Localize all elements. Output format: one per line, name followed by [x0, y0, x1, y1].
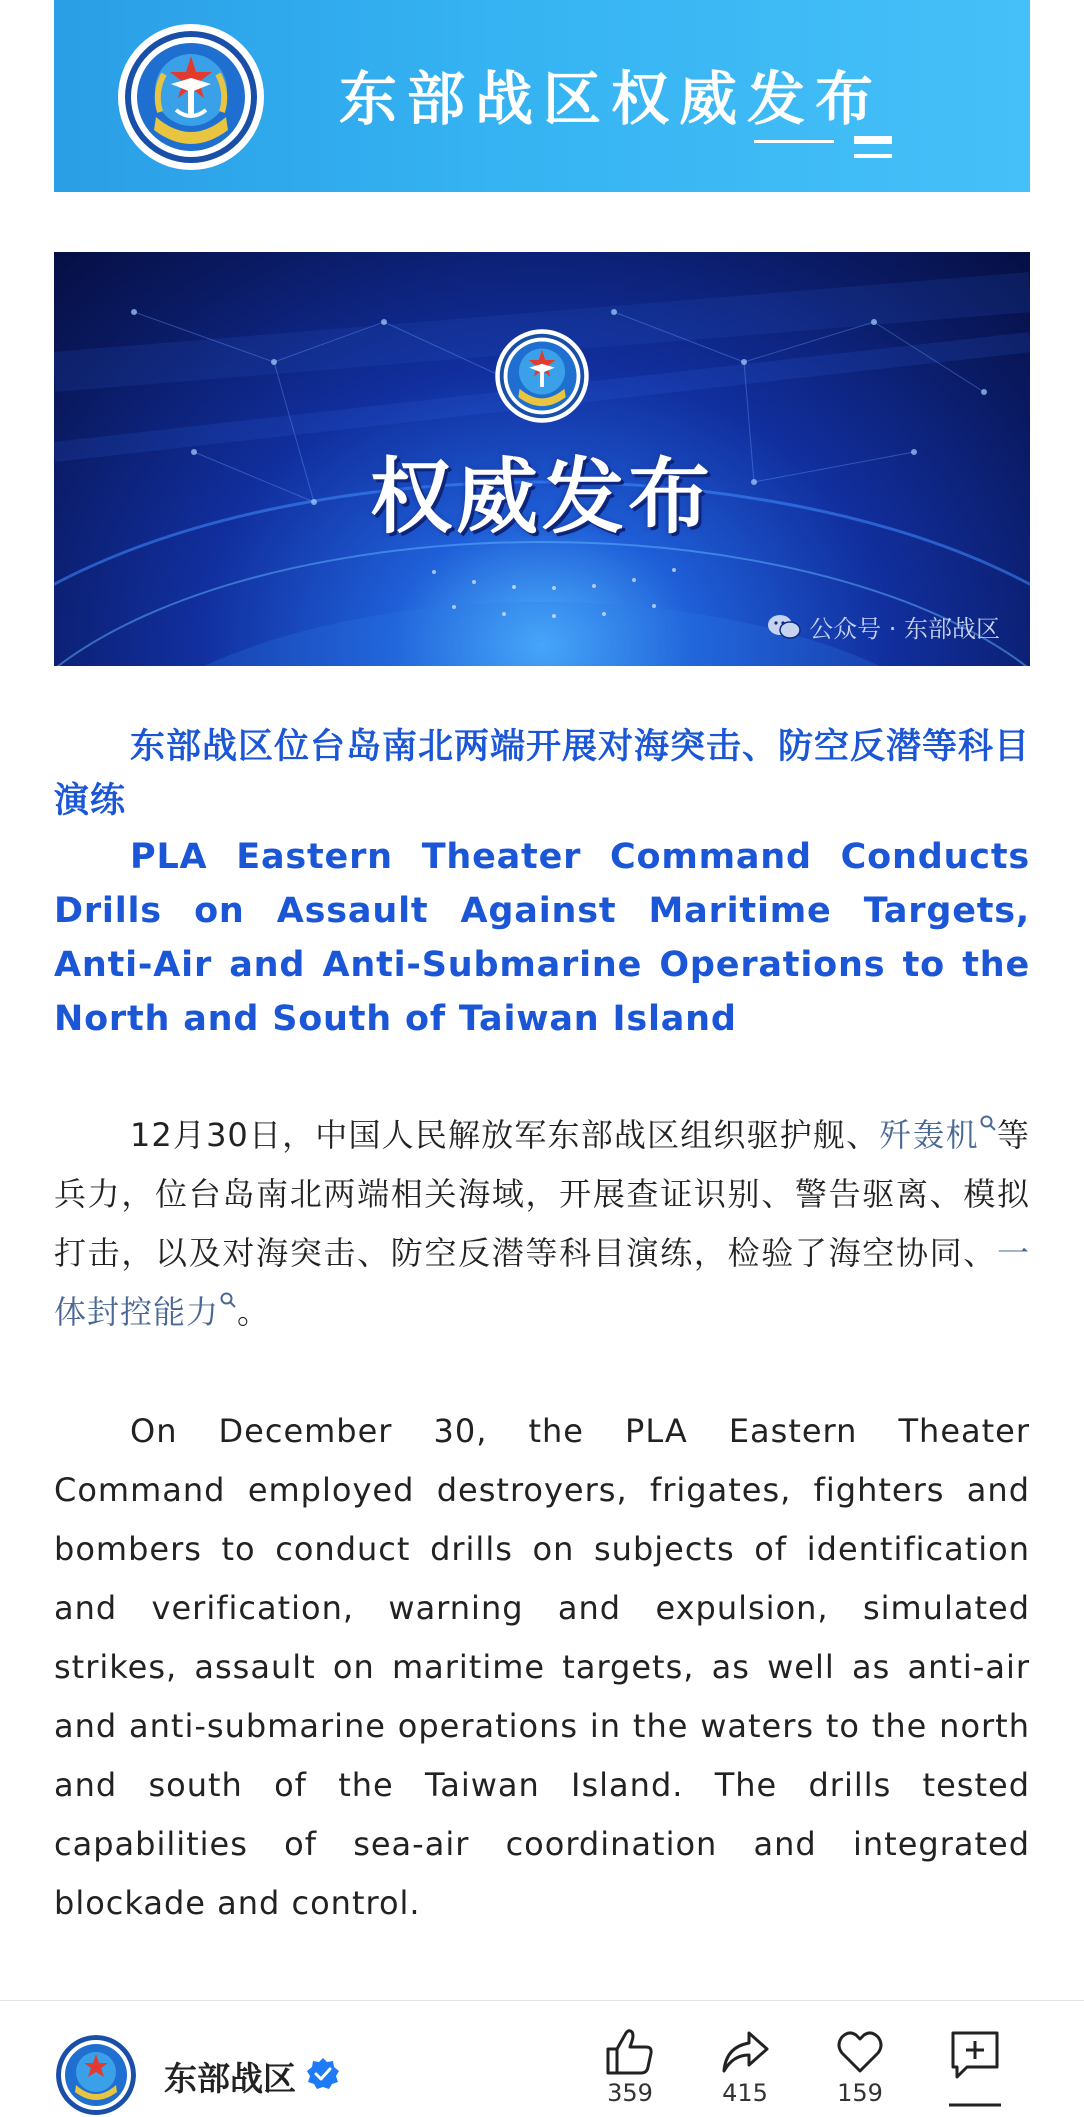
watermark-text: 公众号 · 东部战区	[809, 615, 1000, 643]
more-button[interactable]	[935, 2027, 1015, 2117]
heart-icon	[834, 2027, 886, 2077]
search-link-jianhongji[interactable]: 歼轰机	[879, 1116, 997, 1154]
banner-decoration	[854, 154, 892, 158]
share-count: 415	[722, 2079, 768, 2107]
like-count: 359	[607, 2079, 653, 2107]
banner-title: 东部战区权威发布	[339, 65, 884, 133]
banner-decoration	[854, 136, 892, 144]
headline-english: PLA Eastern Theater Command Conducts Drills on Assault Against Maritime Targets, Anti-Air and Anti-Submarine Operations to the North and South of Taiwan Island	[54, 837, 1030, 1039]
hero-image	[54, 252, 1030, 666]
body-paragraph-chinese	[54, 1106, 1030, 1342]
favorite-button[interactable]	[820, 2027, 900, 2107]
search-link-blockade[interactable]: 一体封控能力	[54, 1234, 1030, 1331]
watermark	[767, 609, 1000, 644]
body-paragraph-english: On December 30, the PLA Eastern Theater Command employed destroyers, frigates, fighters and bombers to conduct drills on subjects of identification and verification, warning and expulsion, simulated strikes, assault on maritime targets, as well as anti-air and anti-submarine operations in the waters to the north and south of the Taiwan Island. The drills tested capabilities of sea-air coordination and integrated blockade and control.	[54, 1412, 1030, 1922]
body-text: 。	[237, 1293, 271, 1331]
headline-chinese: 东部战区位台岛南北两端开展对海突击、防空反潜等科目演练	[54, 727, 1031, 821]
comment-add-icon	[945, 2027, 1005, 2117]
emblem-icon	[494, 328, 590, 424]
bottom-action-bar	[0, 2001, 1084, 2117]
body-text: 12月30日，中国人民解放军东部战区组织驱护舰、	[130, 1116, 880, 1154]
banner-decoration	[754, 140, 834, 143]
account-avatar[interactable]	[56, 2035, 136, 2115]
body-text: 等兵力，位台岛南北两端相关海域，开展查证识别、警告驱离、模拟打击，以及对海突击、防空反潜等科目演练，检验了海空协同、	[54, 1116, 1030, 1272]
thumbs-up-icon	[604, 2027, 656, 2077]
search-icon	[219, 1291, 237, 1309]
emblem-icon	[116, 22, 266, 172]
like-button[interactable]	[590, 2027, 670, 2107]
header-banner	[54, 0, 1030, 192]
favorite-count: 159	[837, 2079, 883, 2107]
search-icon	[979, 1114, 997, 1132]
wechat-icon	[767, 613, 801, 641]
share-icon	[719, 2027, 771, 2077]
account-name[interactable]: 东部战区	[164, 2059, 296, 2098]
verified-badge-icon	[306, 2057, 340, 2091]
share-button[interactable]	[705, 2027, 785, 2107]
hero-title: 权威发布	[369, 450, 714, 545]
